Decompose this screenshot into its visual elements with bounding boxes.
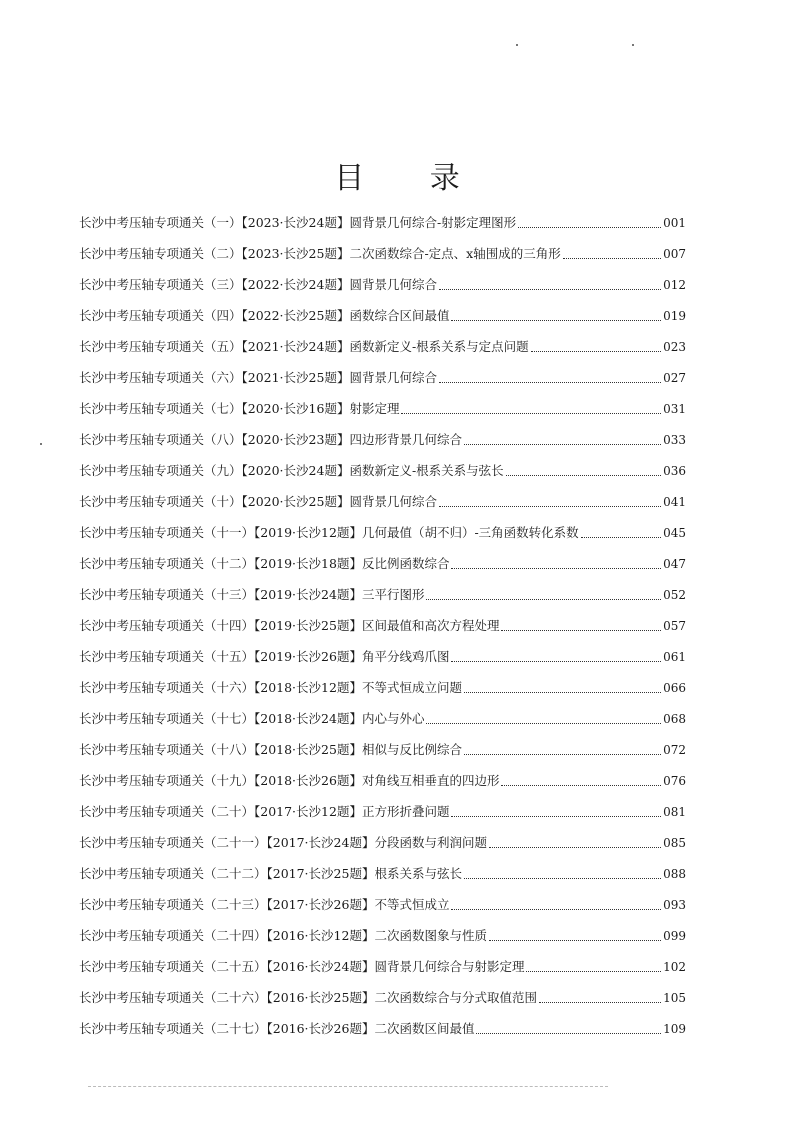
- toc-entry-title: 长沙中考压轴专项通关（九）【2020·长沙24题】函数新定义-根系关系与弦长: [79, 463, 504, 478]
- toc-entry-title: 长沙中考压轴专项通关（四）【2022·长沙25题】函数综合区间最值: [79, 308, 450, 323]
- dot-leader: [526, 971, 661, 972]
- toc-entry-title: 长沙中考压轴专项通关（七）【2020·长沙16题】射影定理: [79, 401, 400, 416]
- dot-leader: [476, 1033, 661, 1034]
- page-title: 目 录: [334, 161, 488, 196]
- toc-entry-title: 长沙中考压轴专项通关（二十四）【2016·长沙12题】二次函数图象与性质: [79, 928, 487, 943]
- toc-entry: [79, 851, 686, 882]
- toc-entry-title: 长沙中考压轴专项通关（六）【2021·长沙25题】圆背景几何综合: [79, 370, 437, 385]
- toc-entry: [79, 479, 686, 510]
- toc-entry-title: 长沙中考压轴专项通关（十五）【2019·长沙26题】角平分线鸡爪图: [79, 649, 450, 664]
- toc-page-number: 093: [663, 898, 686, 912]
- toc-page-number: 076: [663, 774, 686, 788]
- dot-leader: [464, 444, 661, 445]
- toc-entry: [79, 293, 686, 324]
- toc-page-number: 099: [663, 929, 686, 943]
- dot-leader: [563, 258, 661, 259]
- toc-entry-title: 长沙中考压轴专项通关（五）【2021·长沙24题】函数新定义-根系关系与定点问题: [79, 339, 529, 354]
- toc-entry: [79, 262, 686, 293]
- toc-entry: [79, 355, 686, 386]
- scan-speck: [516, 44, 518, 46]
- toc-entry: [79, 231, 686, 262]
- dot-leader: [501, 785, 661, 786]
- dot-leader: [464, 878, 661, 879]
- dot-leader: [501, 630, 661, 631]
- toc-entry: [79, 386, 686, 417]
- dot-leader: [489, 847, 661, 848]
- dot-leader: [489, 940, 661, 941]
- toc-page-number: 109: [663, 1022, 686, 1036]
- toc-page-number: 041: [663, 495, 686, 509]
- toc-entry: [79, 324, 686, 355]
- toc-entry: [79, 448, 686, 479]
- dot-leader: [506, 475, 661, 476]
- toc-entry-title: 长沙中考压轴专项通关（八）【2020·长沙23题】四边形背景几何综合: [79, 432, 462, 447]
- toc-page-number: 105: [663, 991, 686, 1005]
- dot-leader: [439, 506, 661, 507]
- toc-entry-title: 长沙中考压轴专项通关（二十二）【2017·长沙25题】根系关系与弦长: [79, 866, 462, 881]
- toc-page-number: 066: [663, 681, 686, 695]
- toc-page-number: 057: [663, 619, 686, 633]
- toc-entry-title: 长沙中考压轴专项通关（十三）【2019·长沙24题】三平行图形: [79, 587, 425, 602]
- toc-entry-title: 长沙中考压轴专项通关（二十六）【2016·长沙25题】二次函数综合与分式取值范围: [79, 990, 537, 1005]
- scan-artifact-line: [88, 1086, 608, 1087]
- dot-leader: [451, 320, 661, 321]
- toc-page-number: 023: [663, 340, 686, 354]
- toc-entry: [79, 603, 686, 634]
- toc-page-number: 081: [663, 805, 686, 819]
- toc-entry-title: 长沙中考压轴专项通关（二十一）【2017·长沙24题】分段函数与利润问题: [79, 835, 487, 850]
- toc-entry-title: 长沙中考压轴专项通关（二）【2023·长沙25题】二次函数综合-定点、x轴围成的三角形: [79, 246, 561, 261]
- toc-page-number: 012: [663, 278, 686, 292]
- toc-page-number: 036: [663, 464, 686, 478]
- toc-entry-title: 长沙中考压轴专项通关（十六）【2018·长沙12题】不等式恒成立问题: [79, 680, 462, 695]
- toc-page-number: 007: [663, 247, 686, 261]
- dot-leader: [539, 1002, 661, 1003]
- toc-entry: [79, 541, 686, 572]
- scan-speck: [40, 443, 42, 445]
- scan-speck: [632, 44, 634, 46]
- toc-entry-title: 长沙中考压轴专项通关（十四）【2019·长沙25题】区间最值和高次方程处理: [79, 618, 500, 633]
- toc-entry: [79, 882, 686, 913]
- toc-entry-title: 长沙中考压轴专项通关（十八）【2018·长沙25题】相似与反比例综合: [79, 742, 462, 757]
- toc-entry: [79, 789, 686, 820]
- toc-page-number: 088: [663, 867, 686, 881]
- toc-entry-title: 长沙中考压轴专项通关（二十七）【2016·长沙26题】二次函数区间最值: [79, 1021, 475, 1036]
- toc-entry: [79, 913, 686, 944]
- toc-page-number: 085: [663, 836, 686, 850]
- toc-entry-title: 长沙中考压轴专项通关（三）【2022·长沙24题】圆背景几何综合: [79, 277, 437, 292]
- dot-leader: [531, 351, 661, 352]
- toc-page-number: 019: [663, 309, 686, 323]
- toc-page-number: 033: [663, 433, 686, 447]
- dot-leader: [518, 227, 661, 228]
- toc-entry-title: 长沙中考压轴专项通关（二十五）【2016·长沙24题】圆背景几何综合与射影定理: [79, 959, 525, 974]
- dot-leader: [426, 723, 661, 724]
- toc-entry-title: 长沙中考压轴专项通关（十九）【2018·长沙26题】对角线互相垂直的四边形: [79, 773, 500, 788]
- toc-entry: [79, 696, 686, 727]
- toc-entry: [79, 820, 686, 851]
- toc-entry: [79, 758, 686, 789]
- dot-leader: [464, 754, 661, 755]
- dot-leader: [451, 816, 661, 817]
- dot-leader: [439, 289, 661, 290]
- toc-entry-title: 长沙中考压轴专项通关（十一）【2019·长沙12题】几何最值（胡不归）-三角函数转化系数: [79, 525, 579, 540]
- dot-leader: [451, 909, 661, 910]
- toc-entry: [79, 634, 686, 665]
- dot-leader: [426, 599, 661, 600]
- toc-page-number: 102: [663, 960, 686, 974]
- toc-entry: [79, 1006, 686, 1037]
- toc-page-number: 027: [663, 371, 686, 385]
- toc-entry: [79, 417, 686, 448]
- toc-entry-title: 长沙中考压轴专项通关（十）【2020·长沙25题】圆背景几何综合: [79, 494, 437, 509]
- toc-page-number: 052: [663, 588, 686, 602]
- toc-entry: [79, 665, 686, 696]
- toc-page-number: 001: [663, 216, 686, 230]
- toc-entry: [79, 727, 686, 758]
- toc-page-number: 045: [663, 526, 686, 540]
- toc-entry-title: 长沙中考压轴专项通关（一）【2023·长沙24题】圆背景几何综合-射影定理图形: [79, 215, 517, 230]
- toc-entry-title: 长沙中考压轴专项通关（十二）【2019·长沙18题】反比例函数综合: [79, 556, 450, 571]
- dot-leader: [451, 568, 661, 569]
- toc-entry: [79, 200, 686, 231]
- dot-leader: [464, 692, 661, 693]
- table-of-contents: [79, 200, 686, 1037]
- toc-entry: [79, 510, 686, 541]
- toc-entry-title: 长沙中考压轴专项通关（二十三）【2017·长沙26题】不等式恒成立: [79, 897, 450, 912]
- dot-leader: [439, 382, 661, 383]
- dot-leader: [401, 413, 661, 414]
- toc-page-number: 047: [663, 557, 686, 571]
- toc-entry: [79, 975, 686, 1006]
- dot-leader: [451, 661, 661, 662]
- toc-entry-title: 长沙中考压轴专项通关（二十）【2017·长沙12题】正方形折叠问题: [79, 804, 450, 819]
- dot-leader: [581, 537, 661, 538]
- toc-entry: [79, 944, 686, 975]
- toc-page-number: 072: [663, 743, 686, 757]
- toc-page-number: 068: [663, 712, 686, 726]
- toc-entry: [79, 572, 686, 603]
- toc-entry-title: 长沙中考压轴专项通关（十七）【2018·长沙24题】内心与外心: [79, 711, 425, 726]
- toc-page-number: 061: [663, 650, 686, 664]
- toc-page-number: 031: [663, 402, 686, 416]
